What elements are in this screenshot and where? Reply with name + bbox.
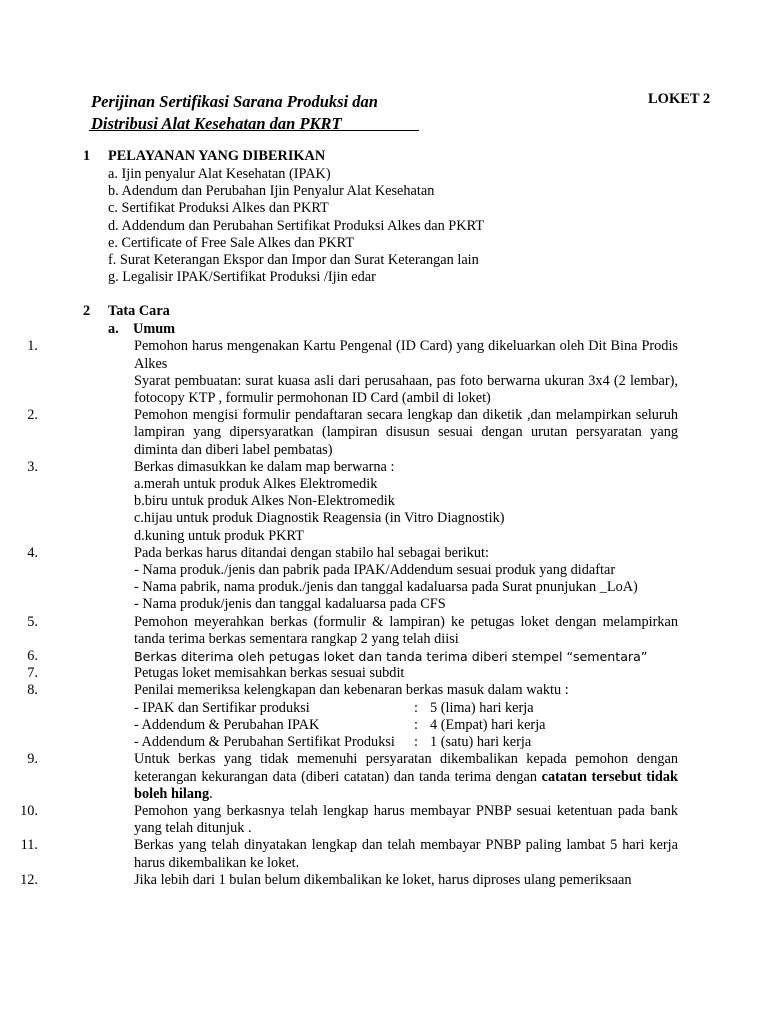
section-number: 2 bbox=[83, 303, 91, 320]
item-text: Petugas loket memisahkan berkas sesuai subdit bbox=[134, 665, 405, 682]
duration-label: - Addendum & Perubahan Sertifikat Produksi bbox=[134, 734, 395, 751]
procedure-item bbox=[0, 751, 678, 803]
title-line-1: Perijinan Sertifikasi Sarana Produksi dan bbox=[91, 92, 378, 111]
title-line-2: Distribusi Alat Kesehatan dan PKRT bbox=[91, 114, 342, 133]
item-text: - Nama produk./jenis dan pabrik pada IPAK/Addendum sesuai produk yang didaftar bbox=[134, 562, 616, 579]
list-item: c. Sertifikat Produksi Alkes dan PKRT bbox=[108, 200, 329, 217]
duration-value: 5 (lima) hari kerja bbox=[430, 699, 534, 716]
item-number: 3. bbox=[27, 458, 38, 475]
duration-value: 4 (Empat) hari kerja bbox=[430, 716, 546, 733]
duration-value: 1 (satu) hari kerja bbox=[430, 734, 532, 751]
procedure-item bbox=[0, 648, 678, 665]
item-text: Pemohon mengisi formulir pendaftaran secara lengkap dan diketik ,dan melampirkan seluruh lampiran yang dipersyaratkan (lampiran disusun sesuai dengan urutan persyaratan yang diminta dan diberi label pembatas) bbox=[134, 407, 678, 458]
item-text: Pemohon harus mengenakan Kartu Pengenal (ID Card) yang dikeluarkan oleh Dit Bina Prodis Alkes bbox=[134, 338, 678, 372]
procedure-item bbox=[0, 545, 678, 614]
procedure-item bbox=[0, 338, 678, 407]
duration-label: - Addendum & Perubahan IPAK bbox=[134, 716, 320, 733]
duration-row bbox=[134, 700, 678, 717]
item-number: 8. bbox=[27, 682, 38, 699]
item-text: - Nama produk/jenis dan tanggal kadaluarsa pada CFS bbox=[134, 596, 446, 613]
item-text-part: Untuk berkas yang tidak memenuhi persyaratan dikembalikan kepada pemohon dengan keterangan kekurangan data (diberi catatan) dan tanda terima dengan bbox=[134, 751, 678, 785]
title-underline bbox=[89, 130, 419, 131]
section-number: 1 bbox=[83, 148, 91, 164]
list-item: d. Addendum dan Perubahan Sertifikat Produksi Alkes dan PKRT bbox=[108, 217, 484, 234]
item-text: a.merah untuk produk Alkes Elektromedik bbox=[134, 476, 378, 493]
procedure-item bbox=[0, 665, 678, 682]
loket-label: LOKET 2 bbox=[648, 91, 711, 107]
procedure-item bbox=[0, 837, 678, 871]
item-text-bold: catatan tersebut tidak boleh hilang bbox=[134, 768, 678, 802]
item-text: b.biru untuk produk Alkes Non-Elektromedik bbox=[134, 493, 395, 510]
list-item: g. Legalisir IPAK/Sertifikat Produksi /Ijin edar bbox=[108, 269, 376, 286]
item-text: Jika lebih dari 1 bulan belum dikembalikan ke loket, harus diproses ulang pemeriksaan bbox=[134, 871, 632, 888]
duration-separator: : bbox=[414, 699, 418, 716]
item-number: 1. bbox=[27, 338, 38, 355]
item-text-part: . bbox=[209, 785, 213, 802]
item-number: 9. bbox=[27, 751, 38, 768]
item-number: 5. bbox=[27, 613, 38, 630]
item-text bbox=[134, 751, 678, 803]
item-number: 12. bbox=[20, 871, 38, 888]
item-text: Berkas dimasukkan ke dalam map berwarna : bbox=[134, 458, 395, 475]
document-title bbox=[91, 91, 421, 135]
procedure-item bbox=[0, 407, 678, 459]
item-text: Syarat pembuatan: surat kuasa asli dari perusahaan, pas foto berwarna ukuran 3x4 (2 lembar), fotocopy KTP , formulir permohonan ID Card (ambil di loket) bbox=[134, 372, 678, 407]
item-text: Berkas yang telah dinyatakan lengkap dan telah membayar PNBP paling lambat 5 hari kerja harus dikembalikan ke loket. bbox=[134, 837, 678, 871]
item-number: 10. bbox=[20, 802, 38, 819]
duration-separator: : bbox=[414, 716, 418, 733]
duration-separator: : bbox=[414, 734, 418, 751]
subsection-title: Umum bbox=[133, 321, 176, 338]
item-text: Pemohon yang berkasnya telah lengkap harus membayar PNBP sesuai ketentuan pada bank yang telah ditunjuk . bbox=[134, 802, 678, 837]
item-text: Pada berkas harus ditandai dengan stabilo hal sebagai berikut: bbox=[134, 544, 489, 561]
item-text: c.hijau untuk produk Diagnostik Reagensia (in Vitro Diagnostik) bbox=[134, 510, 505, 527]
item-number: 7. bbox=[27, 665, 38, 682]
item-text: d.kuning untuk produk PKRT bbox=[134, 527, 304, 544]
item-number: 6. bbox=[27, 648, 38, 665]
procedure-item bbox=[0, 459, 678, 545]
section-title: Tata Cara bbox=[108, 303, 170, 320]
section-2-heading bbox=[0, 303, 768, 321]
document-body bbox=[0, 148, 768, 889]
item-text: - Nama pabrik, nama produk./jenis dan tanggal kadaluarsa pada Surat pnunjukan _LoA) bbox=[134, 579, 638, 596]
item-text: Berkas diterima oleh petugas loket dan tanda terima diberi stempel “sementara” bbox=[134, 649, 648, 665]
item-number: 4. bbox=[27, 544, 38, 561]
section-title: PELAYANAN YANG DIBERIKAN bbox=[108, 148, 326, 164]
duration-row bbox=[134, 734, 678, 751]
item-number: 11. bbox=[20, 837, 38, 854]
duration-row bbox=[134, 717, 678, 734]
section-1-heading bbox=[0, 148, 768, 166]
list-item: e. Certificate of Free Sale Alkes dan PKRT bbox=[108, 234, 355, 251]
services-list bbox=[0, 166, 768, 286]
procedure-item bbox=[0, 803, 678, 837]
item-number: 2. bbox=[27, 407, 38, 424]
procedure-item bbox=[0, 682, 678, 751]
duration-label: - IPAK dan Sertifikar produksi bbox=[134, 699, 310, 716]
procedure-item bbox=[0, 614, 678, 648]
list-item: a. Ijin penyalur Alat Kesehatan (IPAK) bbox=[108, 166, 331, 182]
procedure-list bbox=[0, 338, 768, 889]
procedure-item bbox=[0, 872, 678, 889]
subsection-heading bbox=[0, 321, 768, 338]
list-item: b. Adendum dan Perubahan Ijin Penyalur Alat Kesehatan bbox=[108, 183, 435, 200]
list-item: f. Surat Keterangan Ekspor dan Impor dan Surat Keterangan lain bbox=[108, 252, 479, 269]
item-text: Penilai memeriksa kelengkapan dan kebenaran berkas masuk dalam waktu : bbox=[134, 682, 569, 699]
subsection-letter: a. bbox=[108, 321, 119, 338]
item-text: Pemohon meyerahkan berkas (formulir & lampiran) ke petugas loket dengan melampirkan tanda terima berkas sementara rangkap 2 yang telah diisi bbox=[134, 613, 678, 647]
